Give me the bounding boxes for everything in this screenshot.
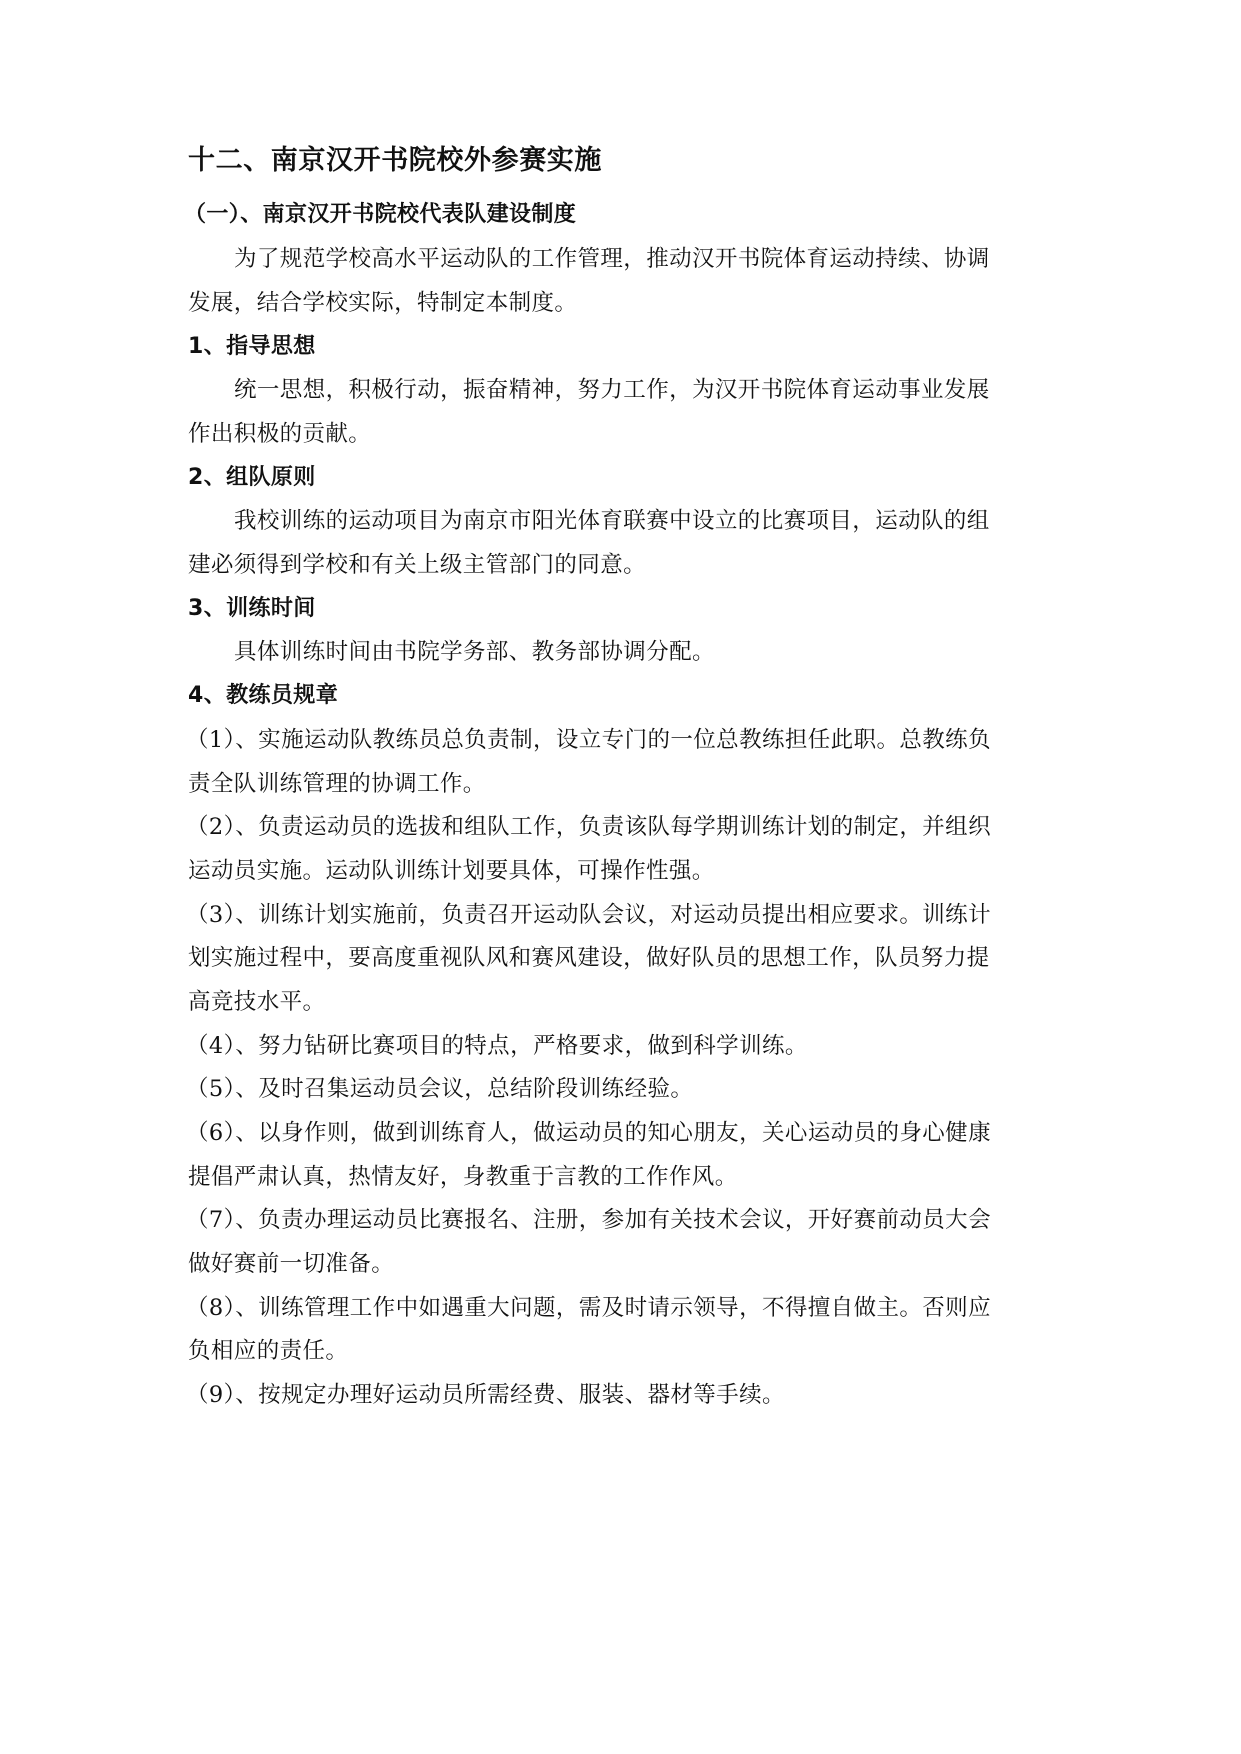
rule-8-line-1: （8）、训练管理工作中如遇重大问题，需及时请示领导，不得擅自做主。否则应	[186, 1295, 991, 1321]
intro-line-1: 为了规范学校高水平运动队的工作管理，推动汉开书院体育运动持续、协调	[234, 246, 990, 272]
guiding-ideology-line-2: 作出积极的贡献。	[188, 421, 372, 447]
rule-9-line-1: （9）、按规定办理好运动员所需经费、服装、器材等手续。	[186, 1382, 785, 1408]
team-principle-line-2: 建必须得到学校和有关上级主管部门的同意。	[188, 552, 647, 578]
rule-6-line-1: （6）、以身作则，做到训练育人，做运动员的知心朋友，关心运动员的身心健康	[186, 1120, 991, 1146]
rule-2-line-2: 运动员实施。运动队训练计划要具体，可操作性强。	[188, 858, 715, 884]
intro-line-2: 发展，结合学校实际，特制定本制度。	[188, 290, 578, 316]
page-title: 十二、南京汉开书院校外参赛实施	[188, 145, 602, 176]
rule-1-line-2: 责全队训练管理的协调工作。	[188, 771, 486, 797]
team-principle-line-1: 我校训练的运动项目为南京市阳光体育联赛中设立的比赛项目，运动队的组	[234, 508, 990, 534]
guiding-ideology-line-1: 统一思想，积极行动，振奋精神，努力工作，为汉开书院体育运动事业发展	[234, 377, 990, 403]
rule-7-line-2: 做好赛前一切准备。	[188, 1251, 395, 1277]
heading-training-time: 3、训练时间	[188, 596, 316, 621]
rule-5-line-1: （5）、及时召集运动员会议，总结阶段训练经验。	[186, 1076, 694, 1102]
heading-coach-rules: 4、教练员规章	[188, 683, 339, 708]
training-time-line-1: 具体训练时间由书院学务部、教务部协调分配。	[234, 639, 715, 665]
rule-6-line-2: 提倡严肃认真，热情友好，身教重于言教的工作作风。	[188, 1164, 738, 1190]
rule-2-line-1: （2）、负责运动员的选拔和组队工作，负责该队每学期训练计划的制定，并组织	[186, 814, 991, 840]
rule-3-line-2: 划实施过程中，要高度重视队风和赛风建设，做好队员的思想工作，队员努力提	[188, 945, 990, 971]
rule-7-line-1: （7）、负责办理运动员比赛报名、注册，参加有关技术会议，开好赛前动员大会	[186, 1207, 991, 1233]
rule-3-line-3: 高竞技水平。	[188, 989, 326, 1015]
rule-8-line-2: 负相应的责任。	[188, 1338, 349, 1364]
rule-3-line-1: （3）、训练计划实施前，负责召开运动队会议，对运动员提出相应要求。训练计	[186, 902, 991, 928]
heading-guiding-ideology: 1、指导思想	[188, 334, 316, 359]
heading-team-principle: 2、组队原则	[188, 465, 316, 490]
rule-4-line-1: （4）、努力钻研比赛项目的特点，严格要求，做到科学训练。	[186, 1033, 808, 1059]
rule-1-line-1: （1）、实施运动队教练员总负责制，设立专门的一位总教练担任此职。总教练负	[186, 727, 991, 753]
section-subtitle: （一）、南京汉开书院校代表队建设制度	[184, 202, 577, 227]
